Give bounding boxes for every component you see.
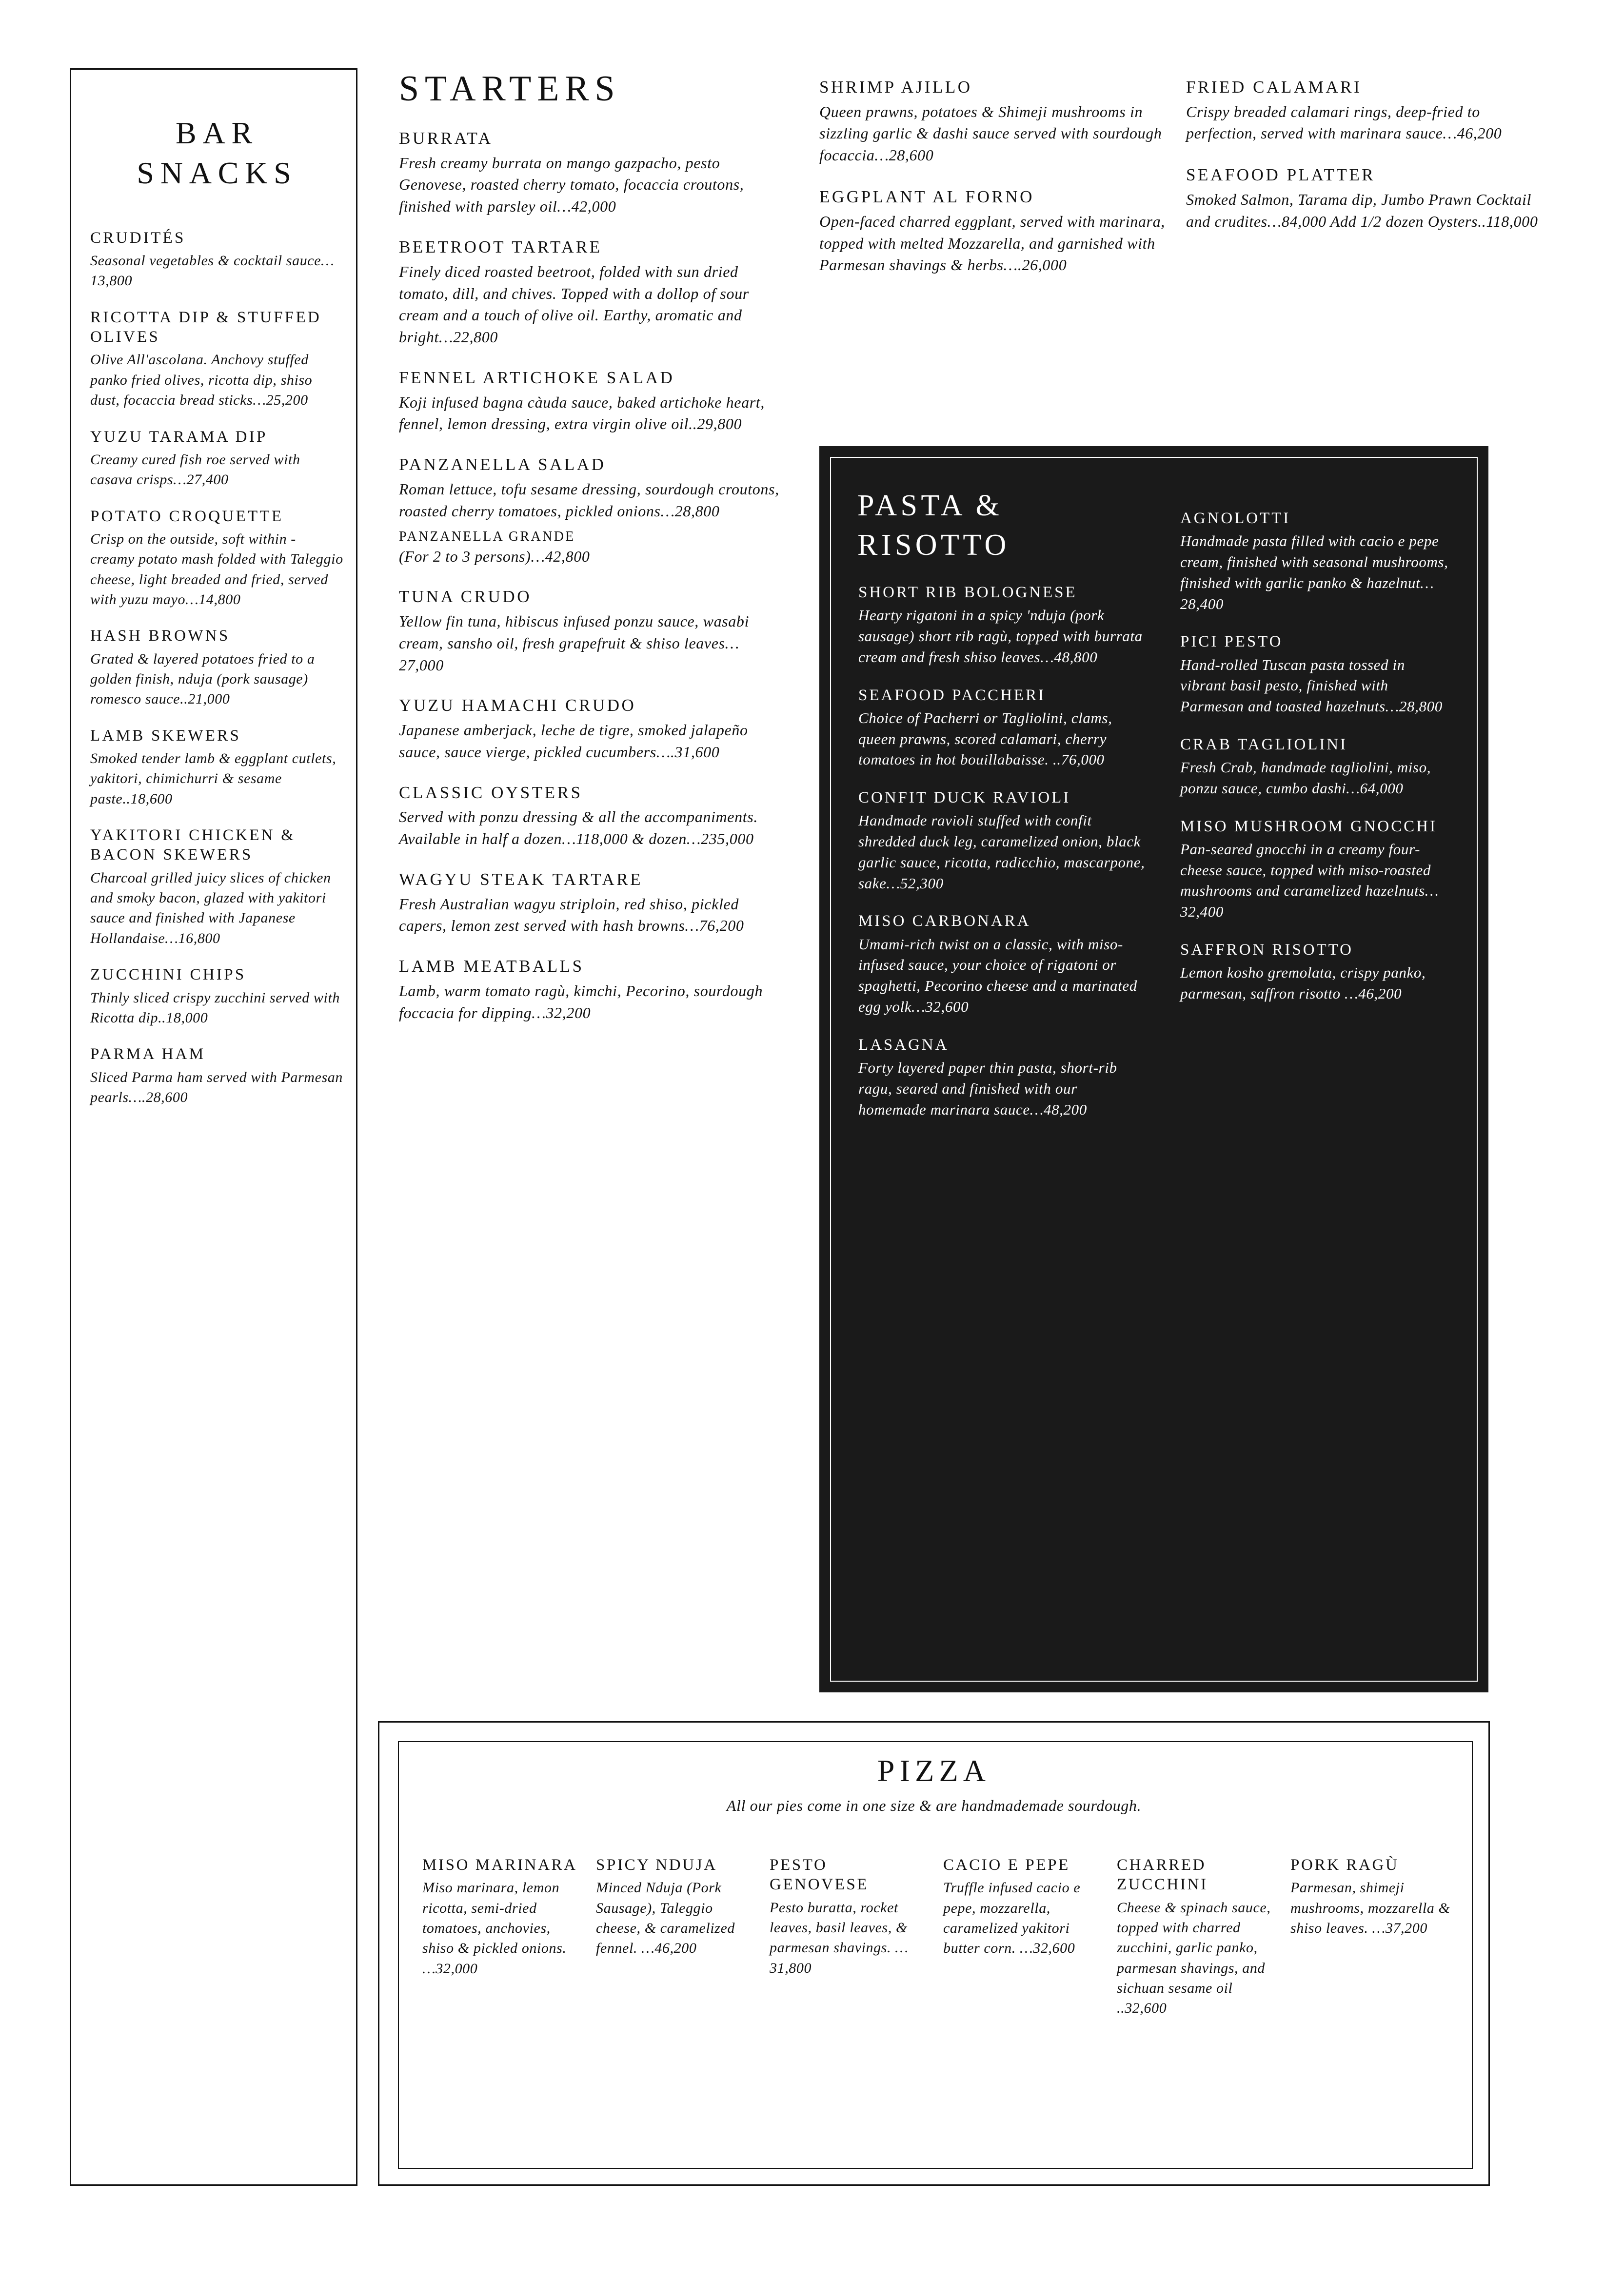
menu-item xyxy=(943,1855,1103,2019)
menu-item-desc: Open-faced charred eggplant, served with marinara, topped with melted Mozzarella, and garnished with Parmesan shavings & herbs….26,000 xyxy=(819,212,1165,274)
menu-item xyxy=(422,1855,582,2019)
menu-item-name: ZUCCHINI CHIPS xyxy=(90,966,246,984)
menu-item-subname: PANZANELLA GRANDE xyxy=(399,529,575,544)
menu-item xyxy=(1186,77,1547,144)
menu-item-desc: Fresh Crab, handmade tagliolini, miso, ponzu sauce, cumbo dashi…64,000 xyxy=(1180,759,1431,797)
starters-extra-column-2 xyxy=(1186,77,1547,253)
menu-item xyxy=(1180,509,1453,614)
pizza-subtitle: All our pies come in one size & are handmademade sourdough. xyxy=(726,1797,1142,1814)
menu-item xyxy=(399,368,779,435)
menu-item-name: CRUDITÉS xyxy=(90,229,186,247)
menu-item-name: SEAFOOD PLATTER xyxy=(1186,165,1376,185)
menu-item-name: MISO MARINARA xyxy=(422,1856,577,1874)
menu-item-desc: Lamb, warm tomato ragù, kimchi, Pecorino, sourdough foccacia for dipping…32,200 xyxy=(399,981,763,1021)
menu-item-desc: Umami-rich twist on a classic, with miso-infused sauce, your choice of rigatoni or spaghetti, Pecorino cheese and a marinated egg yolk…32,600 xyxy=(858,935,1137,1015)
menu-item-desc: Olive All'ascolana. Anchovy stuffed panko fried olives, ricotta dip, shiso dust, focaccia bread sticks…25,200 xyxy=(90,352,313,409)
menu-item xyxy=(819,187,1175,276)
pasta-column-right xyxy=(1180,509,1453,1022)
menu-item-name: LAMB MEATBALLS xyxy=(399,957,584,976)
menu-item-name: AGNOLOTTI xyxy=(1180,510,1291,527)
menu-item-name: SHRIMP AJILLO xyxy=(819,78,972,97)
menu-item xyxy=(1186,165,1547,232)
menu-item xyxy=(399,128,779,217)
starters-extra-column-1 xyxy=(819,77,1175,296)
menu-item-name: POTATO CROQUETTE xyxy=(90,507,284,525)
menu-item xyxy=(1180,735,1453,799)
menu-item xyxy=(90,825,344,948)
menu-item-desc: Handmade ravioli stuffed with confit shredded duck leg, caramelized onion, black garlic sauce, ricotta, radicchio, mascarpone, sake…52,300 xyxy=(858,812,1145,892)
menu-item-desc: Truffle infused cacio e pepe, mozzarella, caramelized yakitori butter corn. …32,600 xyxy=(943,1880,1081,1957)
menu-item-desc: Thinly sliced crispy zucchini served with Ricotta dip..18,000 xyxy=(90,989,340,1026)
menu-item-name: TUNA CRUDO xyxy=(399,587,532,607)
menu-item-name: YUZU TARAMA DIP xyxy=(90,428,268,446)
menu-item xyxy=(596,1855,756,2019)
menu-item-name: SPICY NDUJA xyxy=(596,1856,717,1874)
menu-item-name: YAKITORI CHICKEN & BACON SKEWERS xyxy=(90,826,296,864)
menu-item-name: MISO CARBONARA xyxy=(858,912,1031,930)
menu-item-name: CHARRED ZUCCHINI xyxy=(1117,1856,1208,1894)
menu-item-desc: Smoked Salmon, Tarama dip, Jumbo Prawn Cocktail and crudites…84,000 Add 1/2 dozen Oysters..118,000 xyxy=(1186,190,1538,230)
menu-item xyxy=(1180,817,1453,922)
menu-item xyxy=(90,626,344,709)
menu-item xyxy=(770,1855,930,2019)
menu-item-desc: Served with ponzu dressing & all the accompaniments. Available in half a dozen…118,000 & dozen…235,000 xyxy=(399,808,758,848)
menu-item-desc: Pan-seared gnocchi in a creamy four-cheese sauce, topped with miso-roasted mushrooms and caramelized hazelnuts…32,400 xyxy=(1180,840,1439,921)
menu-item-desc: Grated & layered potatoes fried to a golden finish, nduja (pork sausage) romesco sauce..21,000 xyxy=(90,650,315,707)
menu-item-desc: Handmade pasta filled with cacio e pepe cream, finished with seasonal mushrooms, finished with garlic panko & hazelnut…28,400 xyxy=(1180,532,1448,612)
menu-item-desc: Japanese amberjack, leche de tigre, smoked jalapeño sauce, sauce vierge, pickled cucumbers….31,600 xyxy=(399,721,748,761)
menu-item xyxy=(858,1035,1146,1120)
menu-item xyxy=(399,783,779,850)
menu-item xyxy=(1290,1855,1450,2019)
menu-item xyxy=(399,869,779,937)
menu-item-name: EGGPLANT AL FORNO xyxy=(819,187,1034,207)
menu-item xyxy=(399,454,779,567)
menu-item xyxy=(858,583,1146,668)
menu-item-desc: Hearty rigatoni in a spicy 'nduja (pork sausage) short rib ragù, topped with burrata cream and fresh shiso leaves…48,800 xyxy=(858,607,1143,666)
menu-item-name: FRIED CALAMARI xyxy=(1186,78,1362,97)
starters-column xyxy=(399,68,779,1043)
menu-item-desc: Finely diced roasted beetroot, folded with sun dried tomato, dill, and chives. Topped with a dollop of sour cream and a touch of olive oil. Earthy, aromatic and bright…22,800 xyxy=(399,262,749,346)
menu-item-name: LASAGNA xyxy=(858,1036,949,1054)
menu-item-name: PICI PESTO xyxy=(1180,633,1283,651)
menu-item-name: HASH BROWNS xyxy=(90,627,230,645)
menu-item xyxy=(858,911,1146,1017)
menu-item-name: YUZU HAMACHI CRUDO xyxy=(399,696,636,715)
menu-item-desc: Fresh creamy burrata on mango gazpacho, pesto Genovese, roasted cherry tomato, focaccia croutons, finished with parsley oil…42,000 xyxy=(399,154,744,216)
menu-item-name: PANZANELLA SALAD xyxy=(399,455,606,474)
menu-item-name: SHORT RIB BOLOGNESE xyxy=(858,584,1077,601)
menu-item-desc: Parmesan, shimeji mushrooms, mozzarella & shiso leaves. …37,200 xyxy=(1290,1880,1450,1937)
menu-item-name: SEAFOOD PACCHERI xyxy=(858,686,1046,704)
menu-item-desc: Cheese & spinach sauce, topped with charred zucchini, garlic panko, parmesan shavings, and sichuan sesame oil ..32,600 xyxy=(1117,1899,1271,2017)
menu-item xyxy=(90,228,344,291)
pasta-risotto-title: PASTA & RISOTTO xyxy=(857,489,1010,562)
pizza-grid xyxy=(422,1855,1450,2019)
menu-item-name: WAGYU STEAK TARTARE xyxy=(399,869,643,889)
menu-item-desc: Lemon kosho gremolata, crispy panko, parmesan, saffron risotto …46,200 xyxy=(1180,964,1426,1002)
menu-item-name: LAMB SKEWERS xyxy=(90,726,241,745)
menu-item xyxy=(399,587,779,676)
menu-item-desc: Seasonal vegetables & cocktail sauce…13,800 xyxy=(90,253,335,289)
menu-item-desc: Fresh Australian wagyu striploin, red shiso, pickled capers, lemon zest served with hash browns…76,200 xyxy=(399,895,744,935)
menu-item-desc: Miso marinara, lemon ricotta, semi-dried tomatoes, anchovies, shiso & pickled onions. …32,000 xyxy=(422,1880,567,1977)
pizza-panel xyxy=(378,1721,1490,2186)
menu-item-desc: Forty layered paper thin pasta, short-rib ragu, seared and finished with our homemade marinara sauce…48,200 xyxy=(858,1059,1117,1118)
menu-item xyxy=(90,308,344,411)
menu-item xyxy=(858,788,1146,894)
pasta-risotto-panel xyxy=(819,446,1488,1692)
menu-item xyxy=(90,507,344,610)
menu-item-desc: Queen prawns, potatoes & Shimeji mushrooms in sizzling garlic & dashi sauce served with sourdough focaccia…28,600 xyxy=(819,102,1162,164)
menu-item-desc: Smoked tender lamb & eggplant cutlets, yakitori, chimichurri & sesame paste..18,600 xyxy=(90,750,337,807)
menu-item-name: BEETROOT TARTARE xyxy=(399,237,602,257)
menu-item-name: MISO MUSHROOM GNOCCHI xyxy=(1180,817,1437,835)
menu-item-name: PORK RAGÙ xyxy=(1290,1856,1399,1874)
menu-item xyxy=(819,77,1175,166)
menu-item-desc: Yellow fin tuna, hibiscus infused ponzu sauce, wasabi cream, sansho oil, fresh grapefruit & shiso leaves…27,000 xyxy=(399,612,750,674)
menu-item xyxy=(1180,632,1453,717)
menu-item-desc: Roman lettuce, tofu sesame dressing, sourdough croutons, roasted cherry tomatoes, pickled onions…28,800 xyxy=(399,480,779,520)
pizza-title: PIZZA xyxy=(877,1753,991,1788)
menu-item-desc: Pesto buratta, rocket leaves, basil leaves, & parmesan shavings. …31,800 xyxy=(770,1899,909,1976)
menu-item-desc: Minced Nduja (Pork Sausage), Taleggio cheese, & caramelized fennel. …46,200 xyxy=(596,1880,735,1957)
menu-item-subdesc: (For 2 to 3 persons)…42,800 xyxy=(399,547,590,565)
menu-item-name: BURRATA xyxy=(399,129,493,148)
menu-item-name: PESTO GENOVESE xyxy=(770,1856,869,1894)
menu-item-name: CACIO E PEPE xyxy=(943,1856,1070,1874)
menu-item xyxy=(399,237,779,348)
menu-item-name: RICOTTA DIP & STUFFED OLIVES xyxy=(90,308,322,346)
menu-item-name: CRAB TAGLIOLINI xyxy=(1180,735,1348,753)
menu-item-name: SAFFRON RISOTTO xyxy=(1180,941,1353,959)
pasta-column-left xyxy=(858,583,1146,1138)
menu-item xyxy=(90,965,344,1028)
menu-item xyxy=(90,1044,344,1107)
menu-item-desc: Sliced Parma ham served with Parmesan pearls….28,600 xyxy=(90,1069,343,1105)
menu-item xyxy=(1117,1855,1277,2019)
menu-item xyxy=(858,686,1146,771)
menu-item xyxy=(1180,940,1453,1004)
bar-snacks-title: BAR SNACKS xyxy=(137,116,297,190)
menu-item-desc: Charcoal grilled juicy slices of chicken and smoky bacon, glazed with yakitori sauce and finished with Japanese Hollandaise…16,800 xyxy=(90,869,331,946)
menu-item-desc: Crispy breaded calamari rings, deep-fried to perfection, served with marinara sauce…46,200 xyxy=(1186,102,1502,142)
menu-item-desc: Choice of Pacherri or Tagliolini, clams, queen prawns, scored calamari, cherry tomatoes in hot bouillabaisse. ..76,000 xyxy=(858,709,1112,768)
menu-item-desc: Creamy cured fish roe served with casava crisps…27,400 xyxy=(90,451,300,488)
starters-title: STARTERS xyxy=(399,69,621,109)
menu-item-desc: Koji infused bagna càuda sauce, baked artichoke heart, fennel, lemon dressing, extra virgin olive oil..29,800 xyxy=(399,393,765,433)
menu-item-name: PARMA HAM xyxy=(90,1045,206,1063)
menu-item xyxy=(90,726,344,809)
menu-item-name: CLASSIC OYSTERS xyxy=(399,783,583,802)
menu-item xyxy=(399,695,779,763)
bar-snacks-column xyxy=(90,113,344,1124)
menu-item-desc: Hand-rolled Tuscan pasta tossed in vibrant basil pesto, finished with Parmesan and toasted hazelnuts…28,800 xyxy=(1180,656,1443,715)
menu-item xyxy=(399,956,779,1023)
menu-item xyxy=(90,427,344,490)
menu-item-desc: Crisp on the outside, soft within - creamy potato mash folded with Taleggio cheese, light breaded and fried, served with yuzu mayo…14,800 xyxy=(90,530,343,608)
menu-item-name: FENNEL ARTICHOKE SALAD xyxy=(399,368,675,387)
menu-item-name: CONFIT DUCK RAVIOLI xyxy=(858,789,1071,807)
